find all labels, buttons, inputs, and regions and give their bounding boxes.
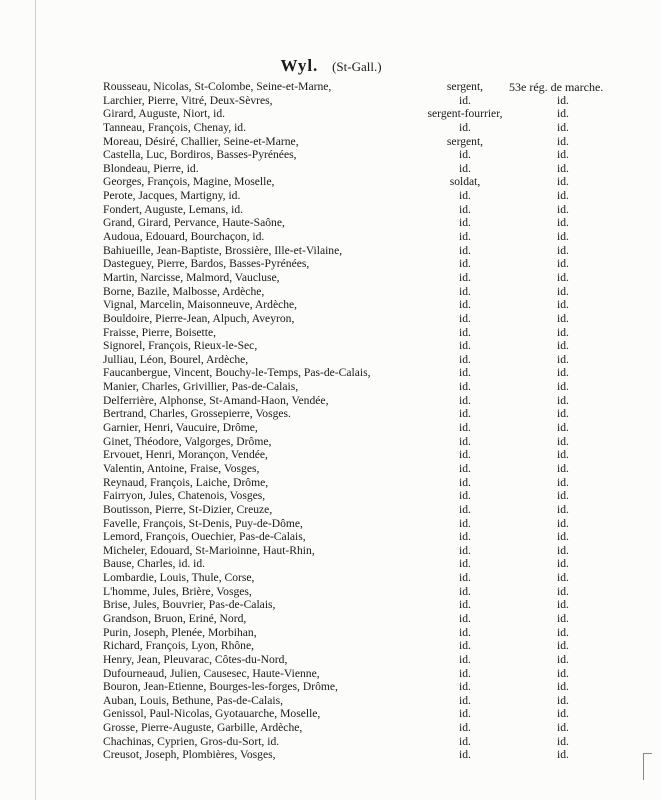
list-item xyxy=(0,748,662,762)
soldier-entry: Bouldoire, Pierre-Jean, Alpuch, Aveyron, xyxy=(103,311,295,325)
soldier-rank: id. xyxy=(459,311,471,325)
soldier-regiment: id. xyxy=(557,93,569,107)
soldier-regiment: id. xyxy=(557,243,569,257)
soldier-regiment: id. xyxy=(557,475,569,489)
soldier-entry: Fondert, Auguste, Lemans, id. xyxy=(103,202,244,216)
list-item xyxy=(0,435,662,449)
soldier-entry: Bertrand, Charles, Grossepierre, Vosges. xyxy=(103,407,291,421)
soldier-regiment: id. xyxy=(557,352,569,366)
soldier-rank: id. xyxy=(459,652,471,666)
soldier-entry: Ginet, Théodore, Valgorges, Drôme, xyxy=(103,434,272,448)
soldier-entry: Tanneau, François, Chenay, id. xyxy=(103,120,246,134)
soldier-rank: id. xyxy=(459,571,471,585)
list-item xyxy=(0,530,662,544)
soldier-regiment: id. xyxy=(557,461,569,475)
soldier-rank: id. xyxy=(459,502,471,516)
soldier-rank: id. xyxy=(459,611,471,625)
soldier-regiment: id. xyxy=(557,611,569,625)
list-item xyxy=(0,135,662,149)
soldier-rank: sergent-fourrier, xyxy=(427,107,503,121)
soldier-regiment: id. xyxy=(557,530,569,544)
soldier-rank: id. xyxy=(459,680,471,694)
list-item xyxy=(0,503,662,517)
soldier-regiment: id. xyxy=(557,516,569,530)
list-item xyxy=(0,585,662,599)
list-item xyxy=(0,462,662,476)
list-item xyxy=(0,421,662,435)
soldier-regiment: id. xyxy=(557,284,569,298)
soldier-entry: Micheler, Edouard, St-Marioinne, Haut-Rhin, xyxy=(103,543,315,557)
list-item xyxy=(0,366,662,380)
list-item xyxy=(0,517,662,531)
soldier-regiment: id. xyxy=(557,721,569,735)
list-item xyxy=(0,667,662,681)
soldier-rank: soldat, xyxy=(449,175,481,189)
list-item xyxy=(0,230,662,244)
soldier-rank: id. xyxy=(459,352,471,366)
soldier-regiment: id. xyxy=(557,189,569,203)
list-item xyxy=(0,80,662,94)
list-item xyxy=(0,735,662,749)
list-item xyxy=(0,557,662,571)
soldier-regiment: id. xyxy=(557,161,569,175)
list-item xyxy=(0,107,662,121)
soldier-regiment: id. xyxy=(557,748,569,762)
soldier-entry: Bahiueille, Jean-Baptiste, Brossière, Ille-et-Vilaine, xyxy=(103,243,343,257)
soldier-regiment: id. xyxy=(557,339,569,353)
soldier-entry: Creusot, Joseph, Plombières, Vosges, xyxy=(103,748,276,762)
soldier-regiment: id. xyxy=(557,639,569,653)
list-item xyxy=(0,612,662,626)
soldier-rank: id. xyxy=(459,270,471,284)
soldier-entry: Fairryon, Jules, Chatenois, Vosges, xyxy=(103,489,266,503)
soldier-regiment: id. xyxy=(557,707,569,721)
list-item xyxy=(0,94,662,108)
list-item xyxy=(0,298,662,312)
soldier-entry: Julliau, Léon, Bourel, Ardèche, xyxy=(103,352,249,366)
soldier-entry: Martin, Narcisse, Malmord, Vaucluse, xyxy=(103,270,280,284)
soldier-regiment: id. xyxy=(557,625,569,639)
list-item xyxy=(0,312,662,326)
canton-name: (St-Gall.) xyxy=(332,59,382,74)
corner-mark xyxy=(643,753,652,780)
soldier-rank: id. xyxy=(459,257,471,271)
soldier-entry: Georges, François, Magine, Moselle, xyxy=(103,175,275,189)
soldier-rank: id. xyxy=(459,298,471,312)
soldier-rank: id. xyxy=(459,734,471,748)
list-item xyxy=(0,285,662,299)
soldier-rank: id. xyxy=(459,325,471,339)
list-item xyxy=(0,544,662,558)
soldier-entry: Vignal, Marcelin, Maisonneuve, Ardèche, xyxy=(103,298,298,312)
list-item xyxy=(0,175,662,189)
soldier-rank: id. xyxy=(459,693,471,707)
soldier-regiment: id. xyxy=(557,230,569,244)
soldier-entry: Grandson, Bruon, Eriné, Nord, xyxy=(103,611,247,625)
soldier-rank: id. xyxy=(459,161,471,175)
soldier-rank: id. xyxy=(459,366,471,380)
soldier-regiment: id. xyxy=(557,571,569,585)
page-title xyxy=(0,56,662,76)
soldier-entry: Perote, Jacques, Martigny, id. xyxy=(103,189,241,203)
list-item xyxy=(0,476,662,490)
soldier-rank: id. xyxy=(459,584,471,598)
soldier-rank: id. xyxy=(459,543,471,557)
list-item xyxy=(0,448,662,462)
soldier-rank: id. xyxy=(459,557,471,571)
list-item xyxy=(0,339,662,353)
soldier-regiment: id. xyxy=(557,680,569,694)
list-item xyxy=(0,203,662,217)
soldier-rank: id. xyxy=(459,434,471,448)
soldier-regiment: id. xyxy=(557,393,569,407)
soldier-regiment: id. xyxy=(557,216,569,230)
soldier-entry: Genissol, Paul-Nicolas, Gyotauarche, Moselle, xyxy=(103,707,321,721)
soldier-rank: id. xyxy=(459,461,471,475)
soldier-rank: id. xyxy=(459,598,471,612)
soldier-entry: Brise, Jules, Bouvrier, Pas-de-Calais, xyxy=(103,598,276,612)
soldier-regiment: id. xyxy=(557,434,569,448)
soldier-rank: id. xyxy=(459,666,471,680)
soldier-entry: Grosse, Pierre-Auguste, Garbille, Ardèche, xyxy=(103,721,303,735)
soldier-entry: Dufourneaud, Julien, Causesec, Haute-Vienne, xyxy=(103,666,320,680)
soldier-regiment: id. xyxy=(557,257,569,271)
soldier-entry: Faucanbergue, Vincent, Bouchy-le-Temps, Pas-de-Calais, xyxy=(103,366,371,380)
soldier-entry: L'homme, Jules, Brière, Vosges, xyxy=(103,584,252,598)
list-item xyxy=(0,257,662,271)
soldier-rank: id. xyxy=(459,530,471,544)
list-item xyxy=(0,489,662,503)
soldier-entry: Boutisson, Pierre, St-Dizier, Creuze, xyxy=(103,502,273,516)
soldier-rank: id. xyxy=(459,748,471,762)
soldier-entry: Manier, Charles, Grivillier, Pas-de-Calais, xyxy=(103,380,299,394)
soldier-entry: Lemord, François, Ouechier, Pas-de-Calais, xyxy=(103,530,306,544)
list-item xyxy=(0,271,662,285)
soldier-rank: id. xyxy=(459,380,471,394)
soldier-entry: Fraisse, Pierre, Boisette, xyxy=(103,325,217,339)
list-item xyxy=(0,653,662,667)
soldier-rank: id. xyxy=(459,243,471,257)
regiment-header: 53e rég. de marche. xyxy=(509,80,604,94)
soldier-entry: Auban, Louis, Bethune, Pas-de-Calais, xyxy=(103,693,283,707)
soldier-regiment: id. xyxy=(557,734,569,748)
list-item xyxy=(0,598,662,612)
list-item xyxy=(0,121,662,135)
soldier-rank: id. xyxy=(459,639,471,653)
soldier-regiment: id. xyxy=(557,652,569,666)
list-item xyxy=(0,216,662,230)
soldier-rank: id. xyxy=(459,421,471,435)
list-item xyxy=(0,353,662,367)
soldier-entry: Bouron, Jean-Etienne, Bourges-les-forges, Drôme, xyxy=(103,680,338,694)
soldier-rank: sergent, xyxy=(446,134,484,148)
soldier-rank: id. xyxy=(459,489,471,503)
soldier-regiment: id. xyxy=(557,421,569,435)
list-item xyxy=(0,244,662,258)
soldier-regiment: id. xyxy=(557,175,569,189)
soldier-regiment: id. xyxy=(557,502,569,516)
soldier-entry: Rousseau, Nicolas, St-Colombe, Seine-et-Marne, xyxy=(103,80,332,93)
soldier-regiment: id. xyxy=(557,666,569,680)
soldier-rank: id. xyxy=(459,189,471,203)
soldier-entry: Castella, Luc, Bordiros, Basses-Pyrénées, xyxy=(103,148,297,162)
soldier-entry: Larchier, Pierre, Vitré, Deux-Sèvres, xyxy=(103,93,273,107)
soldier-regiment: id. xyxy=(557,298,569,312)
soldier-entry: Borne, Bazile, Malbosse, Ardèche, xyxy=(103,284,265,298)
soldier-regiment: id. xyxy=(557,202,569,216)
list-item xyxy=(0,380,662,394)
soldier-regiment: id. xyxy=(557,120,569,134)
list-item xyxy=(0,148,662,162)
soldier-rank: id. xyxy=(459,448,471,462)
soldier-entry: Richard, François, Lyon, Rhône, xyxy=(103,639,255,653)
soldier-rank: id. xyxy=(459,393,471,407)
soldier-regiment: id. xyxy=(557,311,569,325)
soldier-rank: id. xyxy=(459,284,471,298)
soldier-entry: Moreau, Désiré, Challier, Seine-et-Marne, xyxy=(103,134,299,148)
soldier-regiment: id. xyxy=(557,148,569,162)
soldier-regiment: id. xyxy=(557,107,569,121)
place-name: Wyl. xyxy=(280,56,319,75)
list-item xyxy=(0,680,662,694)
soldier-entry: Purin, Joseph, Plenée, Morbihan, xyxy=(103,625,257,639)
list-item xyxy=(0,407,662,421)
soldier-regiment: id. xyxy=(557,448,569,462)
list-item xyxy=(0,571,662,585)
list-item xyxy=(0,721,662,735)
soldier-rank: id. xyxy=(459,120,471,134)
soldier-entry: Bause, Charles, id. id. xyxy=(103,557,206,571)
soldier-rank: id. xyxy=(459,407,471,421)
soldier-entry: Audoua, Edouard, Bourchaçon, id. xyxy=(103,230,265,244)
soldier-regiment: id. xyxy=(557,489,569,503)
soldier-regiment: id. xyxy=(557,325,569,339)
list-item xyxy=(0,162,662,176)
list-item xyxy=(0,639,662,653)
soldier-rank: id. xyxy=(459,216,471,230)
soldier-entry: Girard, Auguste, Niort, id. xyxy=(103,107,226,121)
soldier-rank: id. xyxy=(459,148,471,162)
soldier-entry: Grand, Girard, Pervance, Haute-Saône, xyxy=(103,216,285,230)
soldier-rank: id. xyxy=(459,625,471,639)
soldier-entry: Delferrière, Alphonse, St-Amand-Haon, Vendée, xyxy=(103,393,329,407)
list-item xyxy=(0,707,662,721)
soldier-regiment: id. xyxy=(557,693,569,707)
soldier-entry: Chachinas, Cyprien, Gros-du-Sort, id. xyxy=(103,734,280,748)
soldier-entry: Favelle, François, St-Denis, Puy-de-Dôme, xyxy=(103,516,303,530)
soldier-regiment: id. xyxy=(557,380,569,394)
soldier-rank: id. xyxy=(459,707,471,721)
soldier-entry: Dasteguey, Pierre, Bardos, Basses-Pyrénées, xyxy=(103,257,310,271)
list-item xyxy=(0,694,662,708)
soldier-rank: id. xyxy=(459,475,471,489)
soldier-regiment: id. xyxy=(557,270,569,284)
soldier-entry: Reynaud, François, Laiche, Drôme, xyxy=(103,475,269,489)
list-item xyxy=(0,394,662,408)
soldier-regiment: id. xyxy=(557,407,569,421)
soldier-entry: Henry, Jean, Pleuvarac, Côtes-du-Nord, xyxy=(103,652,288,666)
soldier-entry: Lombardie, Louis, Thule, Corse, xyxy=(103,571,255,585)
list-item xyxy=(0,189,662,203)
soldier-entry: Valentin, Antoine, Fraise, Vosges, xyxy=(103,461,260,475)
soldier-rank: id. xyxy=(459,339,471,353)
soldier-regiment: id. xyxy=(557,598,569,612)
soldier-regiment: id. xyxy=(557,584,569,598)
soldier-entry: Signorel, François, Rieux-le-Sec, xyxy=(103,339,258,353)
list-item xyxy=(0,626,662,640)
soldier-rank: sergent, xyxy=(446,80,484,93)
soldier-rank: id. xyxy=(459,230,471,244)
soldier-rank: id. xyxy=(459,93,471,107)
soldier-entry: Blondeau, Pierre, id. xyxy=(103,161,199,175)
soldier-rank: id. xyxy=(459,721,471,735)
soldier-rank: id. xyxy=(459,202,471,216)
soldier-regiment: id. xyxy=(557,366,569,380)
list-item xyxy=(0,326,662,340)
soldier-regiment: id. xyxy=(557,557,569,571)
soldier-regiment: id. xyxy=(557,543,569,557)
soldier-rank: id. xyxy=(459,516,471,530)
soldier-list xyxy=(0,80,662,762)
soldier-entry: Garnier, Henri, Vaucuire, Drôme, xyxy=(103,421,258,435)
soldier-regiment: id. xyxy=(557,134,569,148)
soldier-entry: Ervouet, Henri, Morançon, Vendée, xyxy=(103,448,268,462)
